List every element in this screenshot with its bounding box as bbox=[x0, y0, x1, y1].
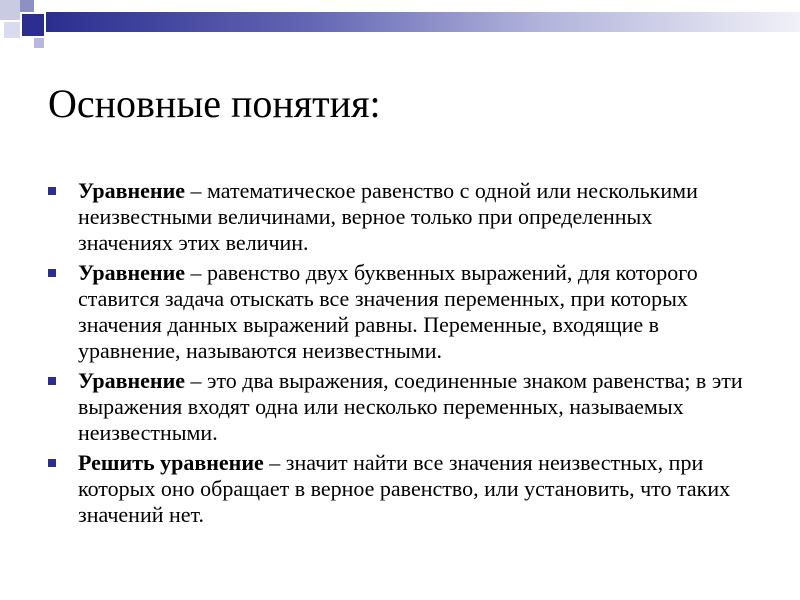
term: Уравнение bbox=[78, 178, 186, 203]
definition: – это два выражения, соединенные знаком равенства; в эти выражения входят одна или несколько переменных, называемых неизвестными. bbox=[78, 368, 743, 445]
definition-list bbox=[48, 178, 748, 532]
decor-square bbox=[22, 14, 44, 36]
decor-square bbox=[34, 38, 44, 48]
square-bullet-icon bbox=[48, 269, 56, 277]
term: Уравнение bbox=[78, 368, 186, 393]
list-item bbox=[48, 368, 748, 446]
square-bullet-icon bbox=[48, 377, 56, 385]
list-item bbox=[48, 178, 748, 256]
header-gradient-bar bbox=[46, 12, 800, 32]
slide-title: Основные понятия: bbox=[48, 81, 381, 126]
decor-square bbox=[4, 22, 20, 38]
definition: – равенство двух буквенных выражений, для которого ставится задача отыскать все значения переменных, при которых значения данных выражений равны. Переменные, входящие в уравнение, называются неизвестными. bbox=[78, 260, 698, 363]
definition: – математическое равенство с одной или несколькими неизвестными величинами, верное только при определенных значениях этих величин. bbox=[78, 178, 698, 255]
decor-square bbox=[0, 0, 20, 20]
list-item bbox=[48, 450, 748, 528]
term: Решить уравнение bbox=[78, 450, 264, 475]
definition: – значит найти все значения неизвестных, при которых оно обращает в верное равенство, или установить, что таких значений нет. bbox=[78, 450, 731, 527]
decor-square bbox=[20, 0, 34, 12]
square-bullet-icon bbox=[48, 187, 56, 195]
square-bullet-icon bbox=[48, 459, 56, 467]
term: Уравнение bbox=[78, 260, 186, 285]
list-item bbox=[48, 260, 748, 364]
